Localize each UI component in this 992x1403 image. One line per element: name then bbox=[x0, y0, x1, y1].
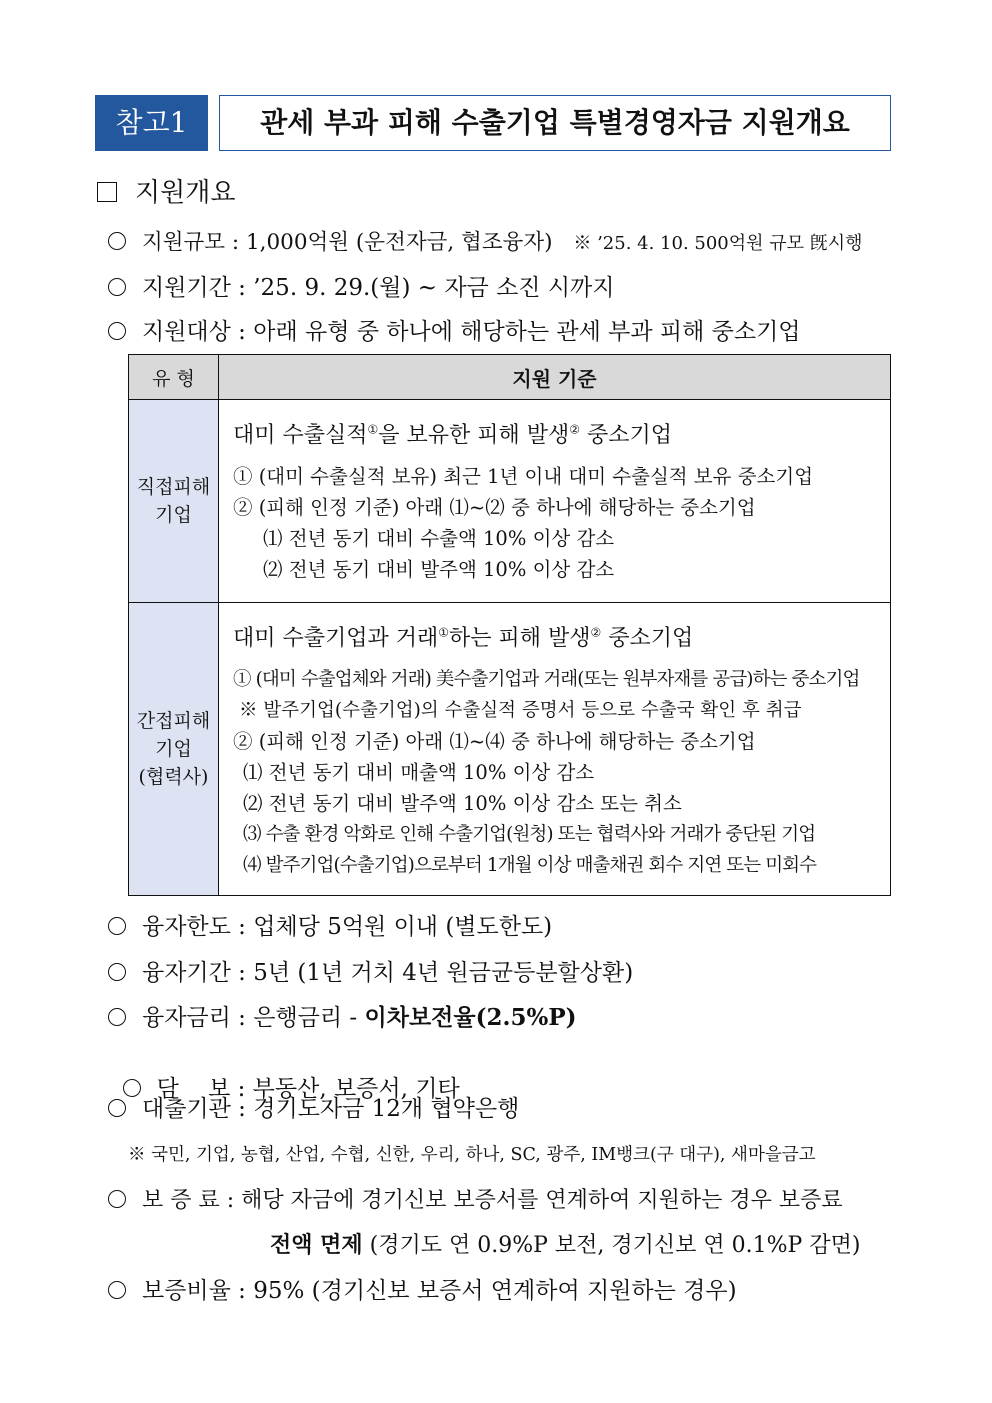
title-row bbox=[95, 95, 891, 151]
circle-bullet-icon bbox=[108, 1190, 126, 1208]
square-bullet-icon bbox=[97, 182, 117, 202]
circle-bullet-icon bbox=[108, 1281, 126, 1299]
criteria-item: ① (대미 수출업체와 거래) 美수출기업과 거래(또는 원부자재를 공급)하는 중소기업 bbox=[233, 669, 860, 690]
circle-bullet-icon bbox=[108, 963, 126, 981]
criteria-item: ② (피해 인정 기준) 아래 ⑴~⑵ 중 하나에 해당하는 중소기업 bbox=[233, 496, 756, 519]
criteria-table bbox=[128, 354, 891, 896]
reference-badge: 참고1 bbox=[95, 95, 208, 151]
loan-rate: 융자금리 : 은행금리 - 이차보전율(2.5%P) bbox=[108, 999, 577, 1032]
criteria-subitem: ⑶ 수출 환경 악화로 인해 수출기업(원청) 또는 협력사와 거래가 중단된 기업 bbox=[243, 824, 816, 845]
circle-bullet-icon bbox=[108, 1099, 126, 1117]
loan-limit: 융자한도 : 업체당 5억원 이내 (별도한도) bbox=[108, 908, 552, 941]
page-title: 관세 부과 피해 수출기업 특별경영자금 지원개요 bbox=[219, 95, 891, 151]
criteria-heading: 대미 수출기업과 거래①하는 피해 발생② 중소기업 bbox=[233, 625, 694, 651]
criteria-subitem: ⑴ 전년 동기 대비 수출액 10% 이상 감소 bbox=[263, 527, 615, 550]
collateral: 담 보 : 부동산, 보증서, 기타 bbox=[108, 1044, 460, 1103]
guarantee-ratio: 보증비율 : 95% (경기신보 보증서 연계하여 지원하는 경우) bbox=[108, 1272, 737, 1305]
banks-note: ※ 국민, 기업, 농협, 산업, 수협, 신한, 우리, 하나, SC, 광주, IM뱅크(구 대구), 새마을금고 bbox=[128, 1145, 816, 1165]
criteria-note: ※ 발주기업(수출기업)의 수출실적 증명서 등으로 수출국 확인 후 취급 bbox=[239, 700, 802, 721]
criteria-item: ② (피해 인정 기준) 아래 ⑴~⑷ 중 하나에 해당하는 중소기업 bbox=[233, 730, 756, 753]
criteria-heading: 대미 수출실적①을 보유한 피해 발생② 중소기업 bbox=[233, 422, 673, 448]
loan-term: 융자기간 : 5년 (1년 거치 4년 원금균등분할상환) bbox=[108, 954, 633, 987]
column-header-criteria: 지원 기준 bbox=[219, 355, 891, 400]
type-cell: 간접피해 기업 (협력사) bbox=[129, 603, 219, 896]
circle-bullet-icon bbox=[108, 917, 126, 935]
criteria-subitem: ⑵ 전년 동기 대비 발주액 10% 이상 감소 bbox=[263, 558, 615, 581]
circle-bullet-icon bbox=[108, 278, 126, 296]
table-header-row bbox=[129, 355, 891, 400]
circle-bullet-icon bbox=[108, 232, 126, 250]
column-header-type: 유 형 bbox=[129, 355, 219, 400]
criteria-item: ① (대미 수출실적 보유) 최근 1년 이내 대미 수출실적 보유 중소기업 bbox=[233, 465, 814, 488]
support-scale: 지원규모 : 1,000억원 (운전자금, 협조융자) ※ ’25. 4. 10. 500억원 규모 旣시행 bbox=[108, 225, 863, 256]
support-period: 지원기간 : ’25. 9. 29.(월) ~ 자금 소진 시까지 bbox=[108, 269, 614, 302]
circle-bullet-icon bbox=[108, 322, 126, 340]
lending-institutions: 대출기관 : 경기도자금 12개 협약은행 bbox=[108, 1090, 519, 1123]
guarantee-fee: 보 증 료 : 해당 자금에 경기신보 보증서를 연계하여 지원하는 경우 보증료 bbox=[108, 1183, 843, 1214]
type-cell: 직접피해 기업 bbox=[129, 400, 219, 603]
criteria-cell bbox=[219, 400, 891, 603]
circle-bullet-icon bbox=[108, 1008, 126, 1026]
table-row bbox=[129, 400, 891, 603]
criteria-subitem: ⑴ 전년 동기 대비 매출액 10% 이상 감소 bbox=[243, 761, 595, 784]
support-target: 지원대상 : 아래 유형 중 하나에 해당하는 관세 부과 피해 중소기업 bbox=[108, 313, 801, 346]
guarantee-fee-detail: 전액 면제 (경기도 연 0.9%P 보전, 경기신보 연 0.1%P 감면) bbox=[270, 1232, 861, 1258]
table-row bbox=[129, 603, 891, 896]
criteria-subitem: ⑷ 발주기업(수출기업)으로부터 1개월 이상 매출채권 회수 지연 또는 미회수 bbox=[243, 855, 817, 876]
section-heading: 지원개요 bbox=[97, 172, 235, 209]
support-scale-note: ※ ’25. 4. 10. 500억원 규모 旣시행 bbox=[573, 233, 863, 254]
criteria-cell bbox=[219, 603, 891, 896]
criteria-subitem: ⑵ 전년 동기 대비 발주액 10% 이상 감소 또는 취소 bbox=[243, 792, 682, 815]
